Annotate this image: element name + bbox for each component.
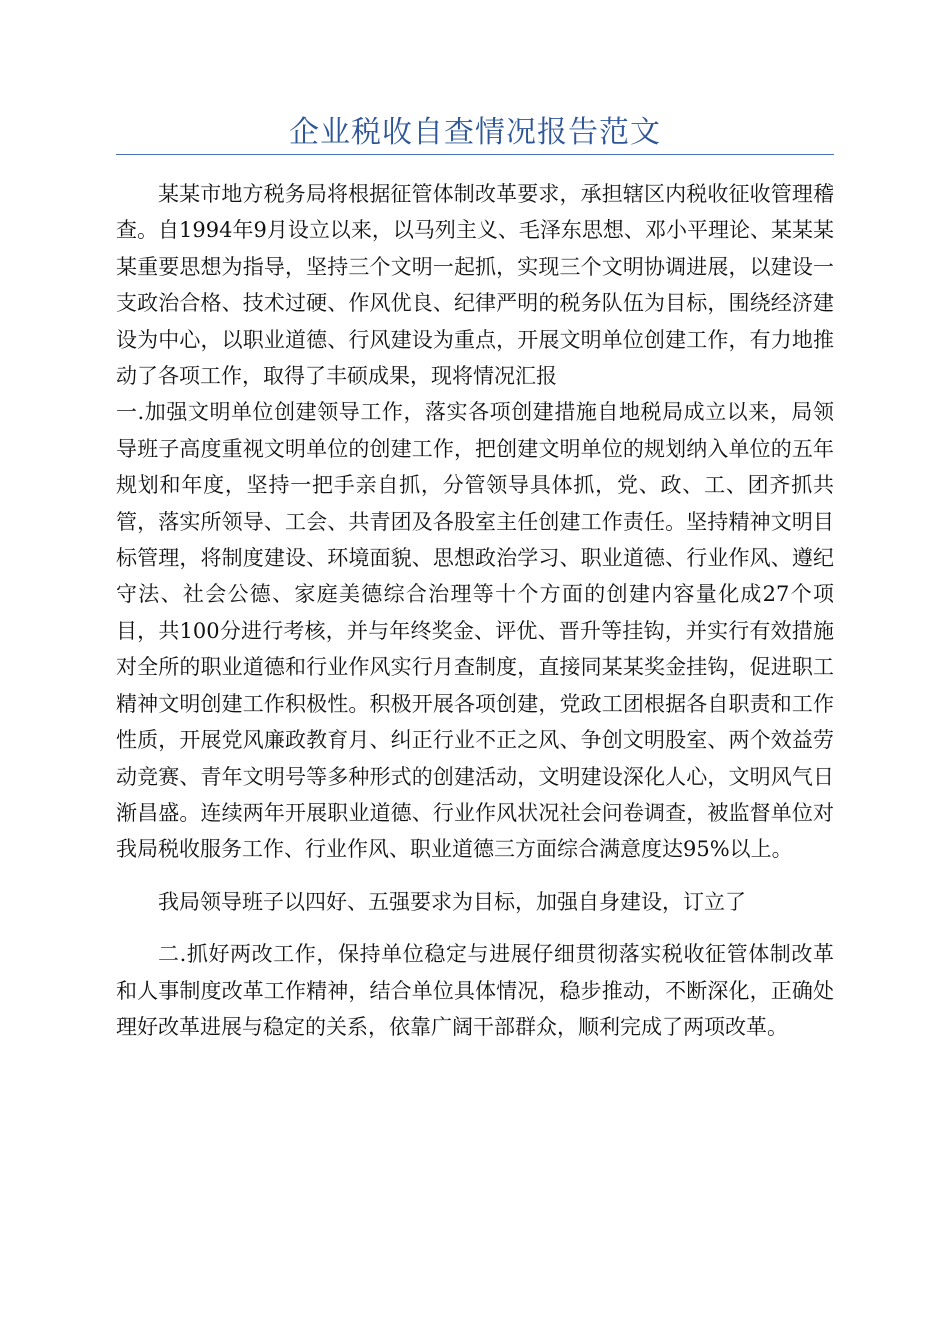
document-title: 企业税收自查情况报告范文	[289, 115, 661, 150]
body-paragraph-section-one: 一.加强文明单位创建领导工作，落实各项创建措施自地税局成立以来，局领导班子高度重视文明单位的创建工作，把创建文明单位的规划纳入单位的五年规划和年度，坚持一把手亲自抓，分管领导具体抓，党、政、工、团齐抓共管，落实所领导、工会、共青团及各股室主任创建工作责任。坚持精神文明目标管理，将制度建设、环境面貌、思想政治学习、职业道德、行业作风、遵纪守法、社会公德、家庭美德综合治理等十个方面的创建内容量化成27个项目，共100分进行考核，并与年终奖金、评优、晋升等挂钩，并实行有效措施对全所的职业道德和行业作风实行月查制度，直接同某某奖金挂钩，促进职工精神文明创建工作积极性。积极开展各项创建，党政工团根据各自职责和工作性质，开展党风廉政教育月、纠正行业不正之风、争创文明股室、两个效益劳动竞赛、青年文明号等多种形式的创建活动，文明建设深化人心，文明风气日渐昌盛。连续两年开展职业道德、行业作风状况社会问卷调查，被监督单位对我局税收服务工作、行业作风、职业道德三方面综合满意度达95%以上。	[116, 400, 834, 862]
body-paragraph-intro: 某某市地方税务局将根据征管体制改革要求，承担辖区内税收征收管理稽查。自1994年9月设立以来，以马列主义、毛泽东思想、邓小平理论、某某某某重要思想为指导，坚持三个文明一起抓，实现三个文明协调进展，以建设一支政治合格、技术过硬、作风优良、纪律严明的税务队伍为目标，围绕经济建设为中心，以职业道德、行风建设为重点，开展文明单位创建工作，有力地推动了各项工作，取得了丰硕成果，现将情况汇报	[116, 182, 834, 389]
body-paragraph-leadership: 我局领导班子以四好、五强要求为目标，加强自身建设，订立了	[158, 889, 746, 914]
title-underline	[116, 154, 834, 155]
document-body	[116, 176, 834, 1061]
body-paragraph-section-two: 二.抓好两改工作，保持单位稳定与进展仔细贯彻落实税收征管体制改革和人事制度改革工作精神，结合单位具体情况，稳步推动，不断深化，正确处理好改革进展与稳定的关系，依靠广阔干部群众，顺利完成了两项改革。	[116, 942, 834, 1039]
